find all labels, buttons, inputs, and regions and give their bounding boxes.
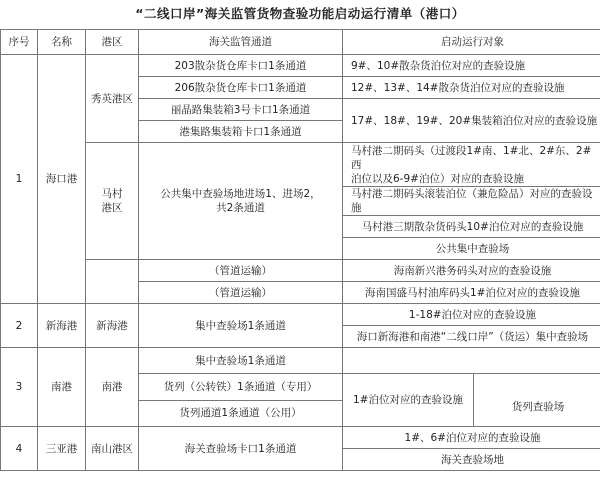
row-object-split — [343, 374, 600, 427]
header-no: 序号 — [1, 30, 38, 55]
row-object: 1#、6#泊位对应的查验设施 — [343, 427, 600, 449]
row-object: 海口新海港和南港“二线口岸”（货运）集中查验场 — [343, 326, 600, 348]
row-channel: 丽晶路集装箱3号卡口1条通道 — [139, 99, 343, 121]
table-row — [1, 55, 600, 77]
row-channel: 港集路集装箱卡口1条通道 — [139, 121, 343, 143]
row-object: 1-18#泊位对应的查验设施 — [343, 304, 600, 326]
header-area: 港区 — [86, 30, 139, 55]
row-object: 货列查验场 — [511, 401, 565, 413]
row-channel: （管道运输） — [139, 282, 343, 304]
channel-line: 公共集中查验场地进场1、进场2， — [160, 188, 321, 200]
row-object — [343, 143, 600, 187]
table-row — [1, 304, 600, 326]
header-object: 启动运行对象 — [343, 30, 600, 55]
row-name: 新海港 — [38, 304, 86, 348]
row-channel: 集中查验场1条通道 — [139, 348, 343, 374]
row-object: 17#、18#、19#、20#集装箱泊位对应的查验设施 — [343, 99, 600, 143]
row-object: 马村港三期散杂货码头10#泊位对应的查验设施 — [343, 216, 600, 238]
area-line: 港区 — [101, 202, 123, 214]
area-line: 马村 — [101, 188, 123, 200]
row-area: 秀英港区 — [86, 55, 139, 143]
row-area: 南山港区 — [86, 427, 139, 471]
object-split — [343, 374, 600, 426]
row-no: 3 — [1, 348, 38, 427]
row-area-blank — [86, 260, 139, 304]
row-no: 2 — [1, 304, 38, 348]
row-object: 海关查验场地 — [343, 449, 600, 471]
row-channel: 货列（公转铁）1条通道（专用） — [139, 374, 343, 401]
row-no: 1 — [1, 55, 38, 304]
header-name: 名称 — [38, 30, 86, 55]
row-channel: 206散杂货仓库卡口1条通道 — [139, 77, 343, 99]
document-title: “二线口岸”海关监管货物查验功能启动运行清单（港口） — [135, 6, 465, 21]
row-no: 4 — [1, 427, 38, 471]
object-line: 泊位以及6-9#泊位）对应的查验设施 — [351, 172, 524, 185]
row-object: 海南新兴港务码头对应的查验设施 — [343, 260, 600, 282]
table-row — [1, 143, 600, 187]
row-area: 新海港 — [86, 304, 139, 348]
channel-line: 共2条通道 — [216, 202, 265, 214]
row-channel: 货列通道1条通道（公用） — [139, 400, 343, 427]
object-line: 马村港二期码头（过渡段1#南、1#北、2#东、2#西 — [351, 144, 592, 171]
port-inspection-table — [0, 29, 600, 471]
row-object: 马村港二期码头滚装泊位（兼危险品）对应的查验设施 — [343, 187, 600, 216]
header-channel: 海关监管通道 — [139, 30, 343, 55]
row-channel: （管道运输） — [139, 260, 343, 282]
row-channel: 203散杂货仓库卡口1条通道 — [139, 55, 343, 77]
table-row — [1, 260, 600, 282]
table-row — [1, 348, 600, 374]
row-object-blank — [343, 348, 600, 374]
row-object: 海南国盛马村油库码头1#泊位对应的查验设施 — [343, 282, 600, 304]
row-object: 12#、13#、14#散杂货泊位对应的查验设施 — [343, 77, 600, 99]
row-name: 南港 — [38, 348, 86, 427]
row-name: 三亚港 — [38, 427, 86, 471]
row-channel: 海关查验场卡口1条通道 — [139, 427, 343, 471]
row-channel — [139, 143, 343, 260]
row-name: 海口港 — [38, 55, 86, 304]
table-header-row — [1, 30, 600, 55]
row-channel: 集中查验场1条通道 — [139, 304, 343, 348]
row-area — [86, 143, 139, 260]
table-row — [1, 427, 600, 449]
row-area: 南港 — [86, 348, 139, 427]
row-object: 1#泊位对应的查验设施 — [343, 374, 474, 426]
row-object: 公共集中查验场 — [343, 238, 600, 260]
row-object: 9#、10#散杂货泊位对应的查验设施 — [343, 55, 600, 77]
